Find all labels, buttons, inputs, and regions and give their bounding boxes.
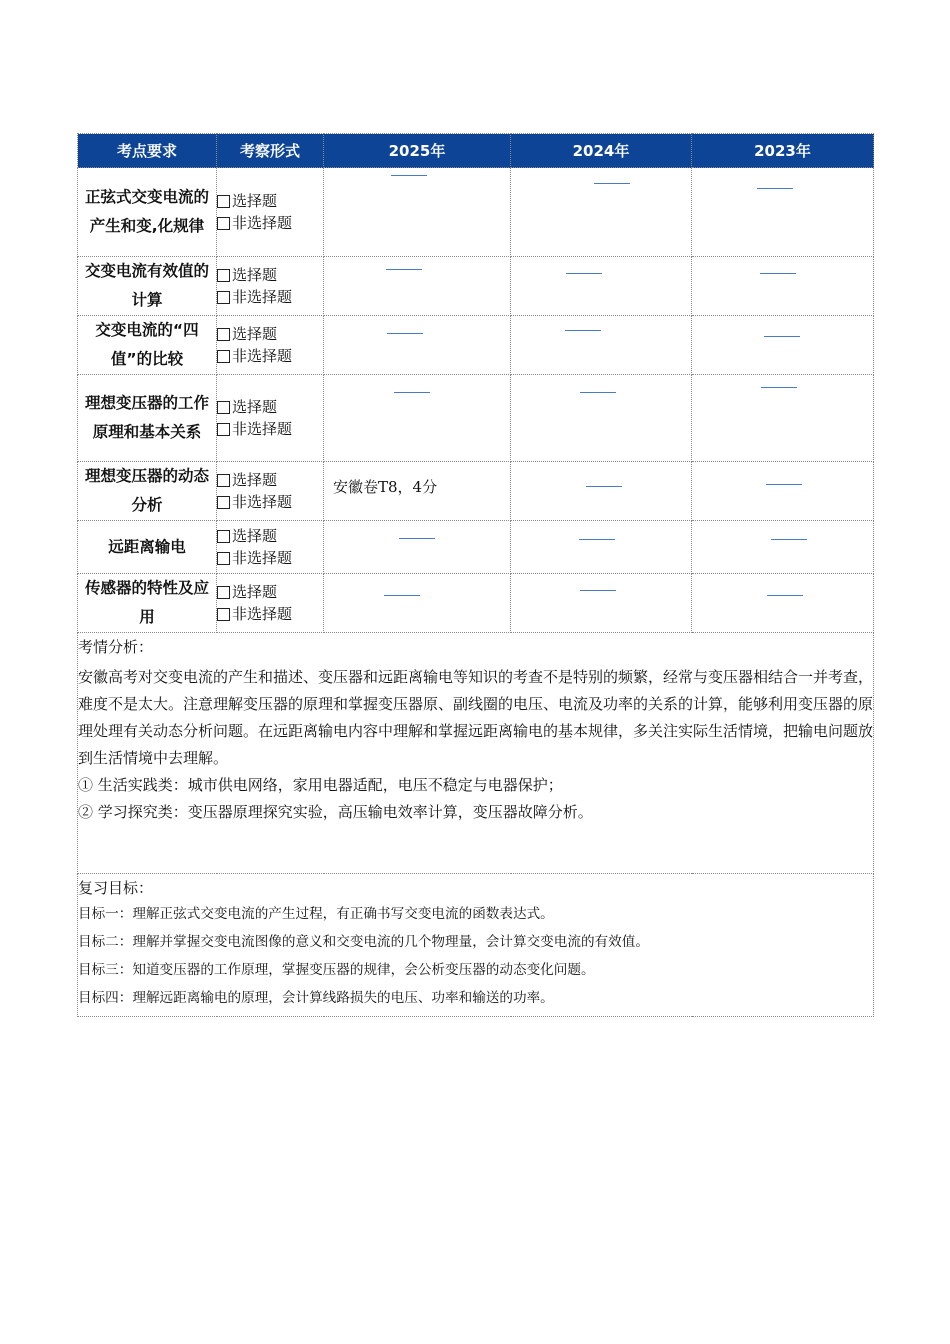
review-goal: 目标二：理解并掌握交变电流图像的意义和交变电流的几个物理量，会计算交变电流的有效值。 bbox=[78, 934, 649, 950]
year-2025-cell bbox=[324, 168, 511, 257]
year-2023-cell bbox=[692, 574, 874, 633]
nonchoice-option[interactable]: 非选择题 bbox=[217, 491, 323, 513]
form-cell bbox=[217, 462, 324, 521]
topic-cell: 远距离输电 bbox=[78, 521, 217, 574]
blank-line bbox=[771, 539, 807, 540]
year-2025-cell bbox=[324, 574, 511, 633]
year-2024-cell bbox=[511, 574, 692, 633]
year-2025-cell bbox=[324, 375, 511, 462]
blank-line bbox=[391, 175, 427, 176]
checkbox-icon[interactable] bbox=[217, 401, 230, 414]
year-2025-cell bbox=[324, 521, 511, 574]
review-goal: 目标三：知道变压器的工作原理，掌握变压器的规律，会公析变压器的动态变化问题。 bbox=[78, 962, 595, 978]
checkbox-icon[interactable] bbox=[217, 328, 230, 341]
choice-option[interactable]: 选择题 bbox=[217, 581, 323, 603]
blank-line bbox=[766, 484, 802, 485]
nonchoice-option[interactable]: 非选择题 bbox=[217, 345, 323, 367]
blank-line bbox=[387, 333, 423, 334]
choice-option[interactable]: 选择题 bbox=[217, 190, 323, 212]
blank-line bbox=[394, 392, 430, 393]
year-2024-cell bbox=[511, 375, 692, 462]
blank-line bbox=[384, 595, 420, 596]
nonchoice-option[interactable]: 非选择题 bbox=[217, 212, 323, 234]
blank-line bbox=[580, 392, 616, 393]
checkbox-icon[interactable] bbox=[217, 350, 230, 363]
exam-table bbox=[77, 133, 874, 1017]
exam-sheet bbox=[77, 133, 873, 1017]
blank-line bbox=[386, 269, 422, 270]
year-2025-cell bbox=[324, 257, 511, 316]
form-cell bbox=[217, 574, 324, 633]
analysis-paragraph: 安徽高考对交变电流的产生和描述、变压器和远距离输电等知识的考查不是特别的频繁，经常与变压器相结合一并考查，难度不是太大。注意理解变压器的原理和掌握变压器原、副线圈的电压、电流及功率的关系的计算，能够利用变压器的原理处理有关动态分析问题。在远距离输电内容中理解和掌握远距离输电的基本规律，多关注实际生活情境，把输电问题放到生活情境中去理解。 bbox=[78, 668, 874, 767]
checkbox-icon[interactable] bbox=[217, 291, 230, 304]
choice-option[interactable]: 选择题 bbox=[217, 264, 323, 286]
topic-cell: 交变电流的“四值”的比较 bbox=[78, 316, 217, 375]
table-row bbox=[78, 462, 874, 521]
checkbox-icon[interactable] bbox=[217, 269, 230, 282]
header-2024: 2024年 bbox=[511, 134, 692, 168]
table-row bbox=[78, 168, 874, 257]
header-2025: 2025年 bbox=[324, 134, 511, 168]
analysis-heading: 考情分析： bbox=[78, 638, 154, 656]
checkbox-icon[interactable] bbox=[217, 217, 230, 230]
topic-cell: 交变电流有效值的计算 bbox=[78, 257, 217, 316]
checkbox-icon[interactable] bbox=[217, 586, 230, 599]
nonchoice-option[interactable]: 非选择题 bbox=[217, 286, 323, 308]
blank-line bbox=[761, 387, 797, 388]
review-goal: 目标四：理解远距离输电的原理，会计算线路损失的电压、功率和输送的功率。 bbox=[78, 990, 554, 1006]
checkbox-icon[interactable] bbox=[217, 552, 230, 565]
year-2024-cell bbox=[511, 316, 692, 375]
topic-cell: 理想变压器的工作原理和基本关系 bbox=[78, 375, 217, 462]
analysis-row bbox=[78, 633, 874, 874]
form-cell bbox=[217, 375, 324, 462]
checkbox-icon[interactable] bbox=[217, 530, 230, 543]
blank-line bbox=[760, 273, 796, 274]
table-row bbox=[78, 574, 874, 633]
choice-option[interactable]: 选择题 bbox=[217, 525, 323, 547]
checkbox-icon[interactable] bbox=[217, 423, 230, 436]
form-cell bbox=[217, 168, 324, 257]
review-cell bbox=[78, 874, 874, 1017]
year-2023-cell bbox=[692, 168, 874, 257]
year-2025-cell bbox=[324, 316, 511, 375]
header-form: 考察形式 bbox=[217, 134, 324, 168]
analysis-item: ① 生活实践类：城市供电网络，家用电器适配，电压不稳定与电器保护； bbox=[78, 776, 563, 794]
checkbox-icon[interactable] bbox=[217, 608, 230, 621]
blank-line bbox=[594, 183, 630, 184]
year-2023-cell bbox=[692, 257, 874, 316]
choice-option[interactable]: 选择题 bbox=[217, 323, 323, 345]
blank-line bbox=[757, 188, 793, 189]
checkbox-icon[interactable] bbox=[217, 195, 230, 208]
nonchoice-option[interactable]: 非选择题 bbox=[217, 603, 323, 625]
nonchoice-option[interactable]: 非选择题 bbox=[217, 547, 323, 569]
topic-cell: 正弦式交变电流的产生和变,化规律 bbox=[78, 168, 217, 257]
blank-line bbox=[565, 330, 601, 331]
topic-cell: 理想变压器的动态分析 bbox=[78, 462, 217, 521]
nonchoice-option[interactable]: 非选择题 bbox=[217, 418, 323, 440]
analysis-cell bbox=[78, 633, 874, 874]
blank-line bbox=[767, 595, 803, 596]
choice-option[interactable]: 选择题 bbox=[217, 396, 323, 418]
blank-line bbox=[580, 590, 616, 591]
analysis-item: ② 学习探究类：变压器原理探究实验，高压输电效率计算，变压器故障分析。 bbox=[78, 803, 593, 821]
blank-line bbox=[586, 486, 622, 487]
blank-line bbox=[579, 539, 615, 540]
checkbox-icon[interactable] bbox=[217, 496, 230, 509]
topic-cell: 传感器的特性及应用 bbox=[78, 574, 217, 633]
year-2024-cell bbox=[511, 168, 692, 257]
choice-option[interactable]: 选择题 bbox=[217, 469, 323, 491]
review-heading: 复习目标： bbox=[78, 879, 154, 897]
form-cell bbox=[217, 316, 324, 375]
year-2025-cell bbox=[324, 462, 511, 521]
year-2023-cell bbox=[692, 316, 874, 375]
blank-line bbox=[764, 336, 800, 337]
form-cell bbox=[217, 257, 324, 316]
checkbox-icon[interactable] bbox=[217, 474, 230, 487]
exam-source-text: 安徽卷T8，4分 bbox=[333, 478, 438, 496]
year-2023-cell bbox=[692, 375, 874, 462]
year-2024-cell bbox=[511, 257, 692, 316]
header-2023: 2023年 bbox=[692, 134, 874, 168]
blank-line bbox=[566, 273, 602, 274]
year-2023-cell bbox=[692, 521, 874, 574]
review-goal: 目标一：理解正弦式交变电流的产生过程，有正确书写交变电流的函数表达式。 bbox=[78, 906, 554, 922]
table-row bbox=[78, 316, 874, 375]
year-2024-cell bbox=[511, 521, 692, 574]
table-row bbox=[78, 375, 874, 462]
review-row bbox=[78, 874, 874, 1017]
table-row bbox=[78, 521, 874, 574]
year-2024-cell bbox=[511, 462, 692, 521]
form-cell bbox=[217, 521, 324, 574]
table-row bbox=[78, 257, 874, 316]
header-row bbox=[78, 134, 874, 168]
blank-line bbox=[399, 538, 435, 539]
header-topic: 考点要求 bbox=[78, 134, 217, 168]
year-2023-cell bbox=[692, 462, 874, 521]
